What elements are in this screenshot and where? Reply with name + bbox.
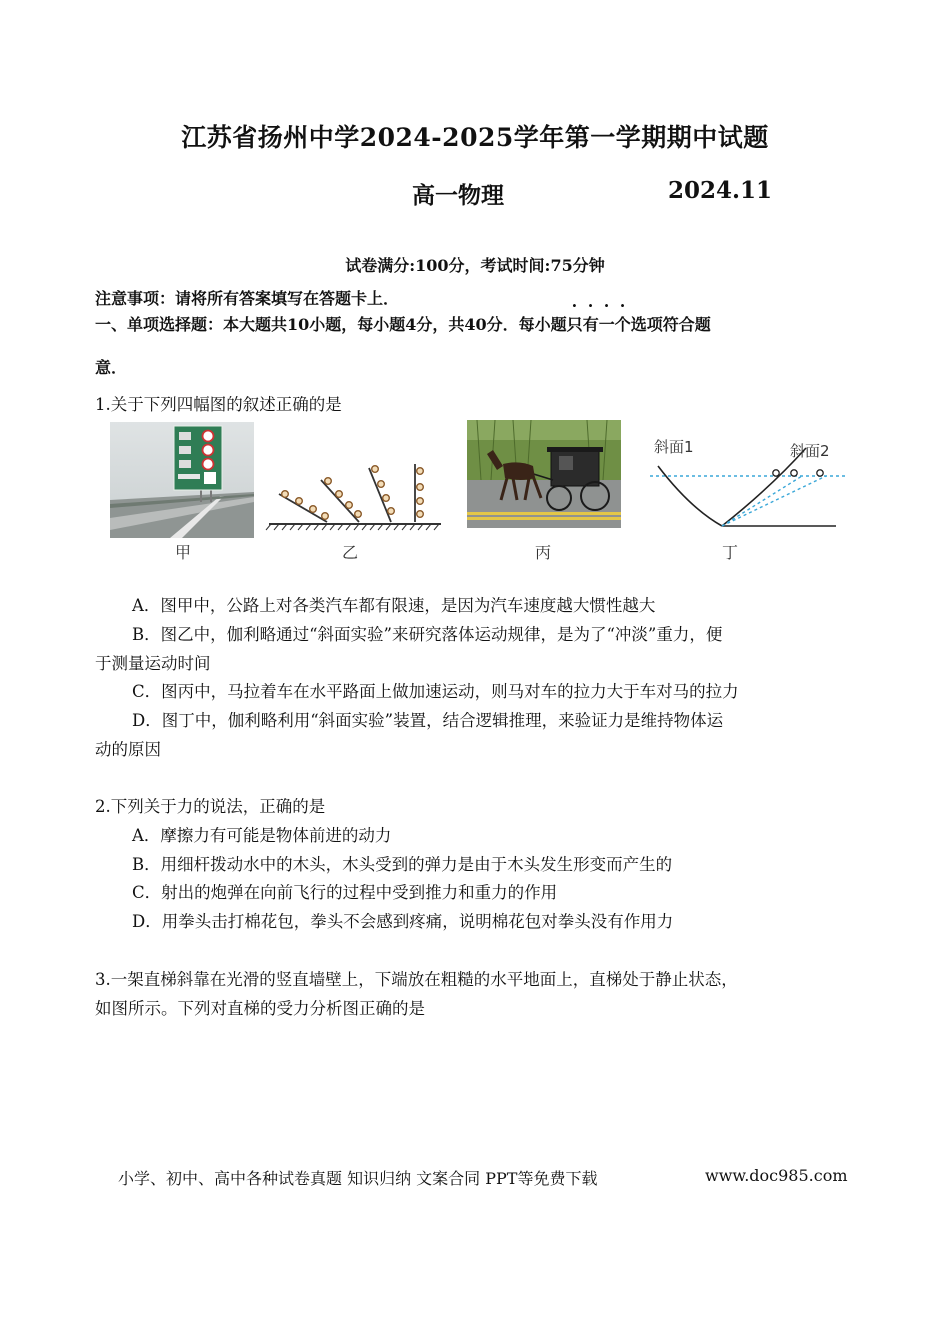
footer-website-link[interactable]: www.doc985.com — [705, 1166, 848, 1185]
q2-option-c: C．射出的炮弹在向前飞行的过程中受到推力和重力的作用 — [132, 883, 558, 902]
section1-text-b: 选项符合题 — [630, 315, 711, 334]
caption-bing: 丙 — [535, 543, 552, 562]
q2-option-a: A．摩擦力有可能是物体前进的动力 — [132, 826, 392, 845]
q2-option-d: D．用拳头击打棉花包，拳头不会感到疼痛，说明棉花包对拳头没有作用力 — [132, 912, 674, 931]
exam-title: 江苏省扬州中学2024-2025学年第一学期期中试题 — [181, 123, 769, 152]
emphasis-char: 个 — [614, 315, 631, 334]
footer-text: 小学、初中、高中各种试卷真题 知识归纳 文案合同 PPT等免费下载 — [118, 1169, 598, 1188]
figure-jia-highway — [110, 422, 254, 538]
section1-heading-cont: 意． — [95, 358, 128, 377]
q1-stem: 1.关于下列四幅图的叙述正确的是 — [95, 395, 342, 414]
emphasis-char: 只 — [566, 315, 583, 334]
exam-notice: 注意事项：请将所有答案填写在答题卡上． — [95, 289, 400, 308]
emphasis-char: 有 — [582, 315, 599, 334]
q1-option-b: B．图乙中，伽利略通过“斜面实验”来研究落体运动规律，是为了“冲淡”重力，便 — [132, 625, 723, 644]
q3-stem-cont: 如图所示。下列对直梯的受力分析图正确的是 — [95, 999, 425, 1018]
q3-stem: 3.一架直梯斜靠在光滑的竖直墙壁上，下端放在粗糙的水平地面上，直梯处于静止状态， — [95, 970, 738, 989]
caption-yi: 乙 — [342, 543, 359, 562]
exam-subject: 高一物理 — [412, 182, 504, 209]
figure-yi-inclines — [265, 460, 443, 534]
emphasis-char: 一 — [598, 315, 615, 334]
q1-option-d-cont: 动的原因 — [95, 740, 161, 759]
ding-label-slope1: 斜面1 — [654, 438, 694, 456]
q2-option-b: B．用细杆拨动水中的木头，木头受到的弹力是由于木头发生形变而产生的 — [132, 855, 673, 874]
q2-stem: 2.下列关于力的说法，正确的是 — [95, 797, 326, 816]
section1-text-a: 一、单项选择题：本大题共10小题，每小题4分，共40分．每小题 — [95, 315, 567, 334]
caption-jia: 甲 — [175, 543, 192, 562]
q1-option-b-cont: 于测量运动时间 — [95, 654, 211, 673]
q1-option-a: A．图甲中，公路上对各类汽车都有限速，是因为汽车速度越大惯性越大 — [132, 596, 656, 615]
q1-option-d: D．图丁中，伽利略利用“斜面实验”装置，结合逻辑推理，来验证力是维持物体运 — [132, 711, 724, 730]
figure-bing-carriage — [467, 420, 621, 528]
ding-label-slope2: 斜面2 — [790, 442, 830, 460]
exam-date: 2024.11 — [668, 177, 773, 204]
exam-info: 试卷满分:100分，考试时间:75分钟 — [345, 256, 605, 275]
q1-option-c: C．图丙中，马拉着车在水平路面上做加速运动，则马对车的拉力大于车对马的拉力 — [132, 682, 739, 701]
figure-ding-slopes — [650, 428, 846, 532]
section1-heading — [95, 312, 711, 335]
caption-ding: 丁 — [722, 543, 739, 562]
